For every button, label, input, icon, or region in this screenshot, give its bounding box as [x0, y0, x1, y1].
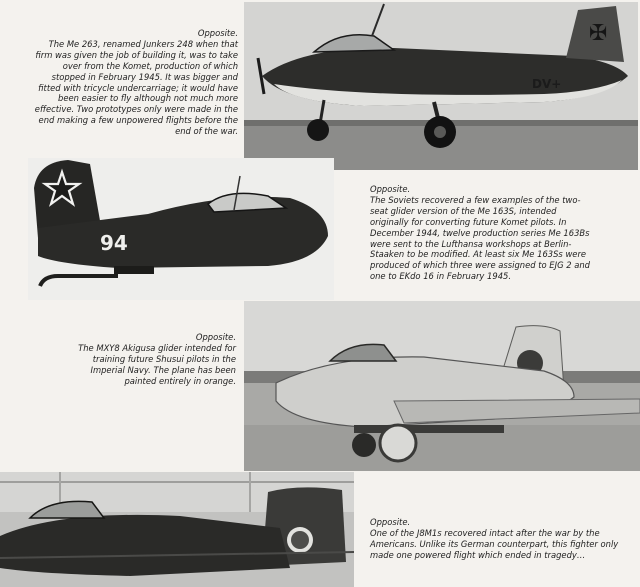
caption-text: One of the J8M1s recovered intact after the war by the Americans. Unlike its German counterpart, this fighter only made one powered flight which ended in tragedy…	[370, 527, 619, 560]
me-263-image	[244, 2, 638, 170]
me-163s-marking: 94	[100, 231, 128, 255]
j8m1-photo	[0, 472, 354, 587]
caption-heading: Opposite.	[370, 517, 411, 527]
tail-cross-icon: ✠	[589, 21, 608, 46]
me-263-marking: DV+	[532, 77, 562, 91]
caption-j8m1	[370, 517, 620, 561]
mxy8-akigusa-image	[244, 301, 640, 471]
me-163s-image	[28, 158, 334, 300]
me-263-photo	[244, 2, 638, 170]
j8m1-image	[0, 472, 354, 587]
hinomaru-center-icon	[291, 531, 309, 549]
caption-me-163s	[370, 184, 594, 282]
caption-heading: Opposite.	[195, 332, 236, 342]
caption-text: The Me 263, renamed Junkers 248 when that firm was given the job of building it, was to take over from the Komet, production of which stopped in February 1945. It was bigger and fitted with tricycle undercarriage; it would have been easier to fly although not much more effective. Two prototypes only were made in the end making a few unpowered flights before the end of the war.	[34, 38, 238, 137]
me-163s-photo	[28, 158, 334, 300]
caption-text: The MXY8 Akigusa glider intended for training future Shusui pilots in the Imperial Navy. The plane has been painted entirely in orange.	[78, 342, 236, 386]
mxy8-akigusa-photo	[244, 301, 640, 471]
caption-text: The Soviets recovered a few examples of the two-seat glider version of the Me 163S, intended originally for converting future Komet pilots. In December 1944, twelve production series Me 163Bs were sent to the Lufthansa workshops at Berlin-Staaken to be modified. At least six Me 163Ss were produced of which three were assigned to EJG 2 and one to EKdo 16 in February 1945.	[370, 194, 590, 282]
caption-me-263	[34, 28, 238, 137]
caption-heading: Opposite.	[197, 28, 238, 38]
caption-mxy8	[62, 332, 236, 387]
caption-heading: Opposite.	[370, 184, 411, 194]
